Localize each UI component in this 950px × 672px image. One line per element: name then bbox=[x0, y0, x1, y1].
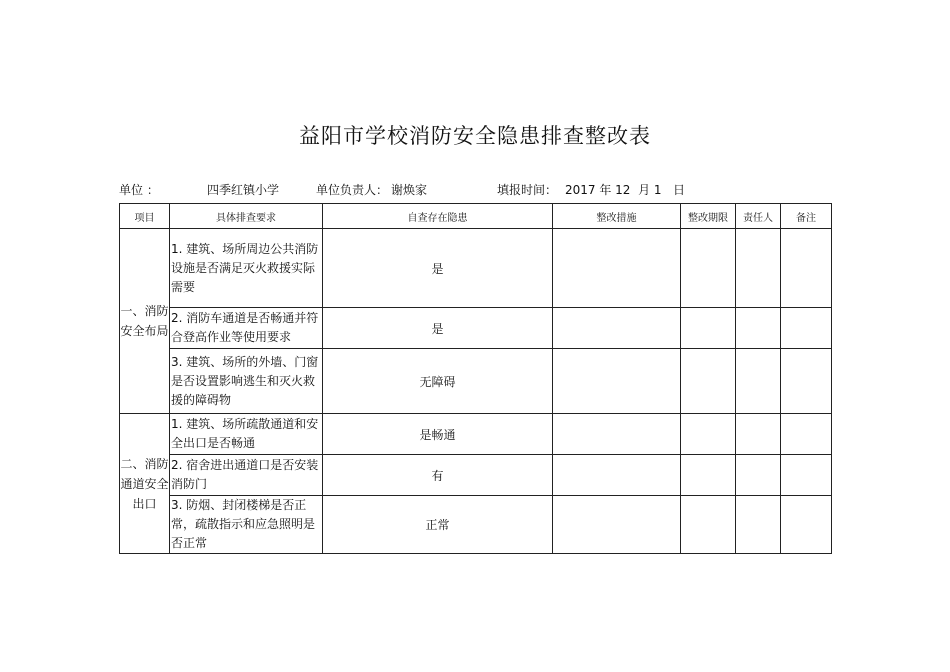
date-label: 填报时间： bbox=[497, 183, 558, 197]
requirement-cell: 2. 消防车通道是否畅通并符合登高作业等使用要求 bbox=[170, 308, 323, 349]
person-cell bbox=[736, 496, 781, 554]
header-self-check: 自查存在隐患 bbox=[323, 204, 553, 229]
table-header-row bbox=[120, 204, 832, 229]
category-cell: 一、消防安全布局 bbox=[120, 229, 170, 414]
header-person: 责任人 bbox=[736, 204, 781, 229]
measure-cell bbox=[553, 496, 681, 554]
measure-cell bbox=[553, 349, 681, 414]
table-row bbox=[120, 229, 832, 308]
person-cell bbox=[736, 455, 781, 496]
category-cell: 二、消防通道安全出口 bbox=[120, 414, 170, 554]
requirement-cell: 3. 建筑、场所的外墙、门窗是否设置影响逃生和灭火救援的障碍物 bbox=[170, 349, 323, 414]
remark-cell bbox=[781, 414, 832, 455]
person-cell bbox=[736, 229, 781, 308]
requirement-cell: 3. 防烟、封闭楼梯是否正常，疏散指示和应急照明是否正常 bbox=[170, 496, 323, 554]
header-deadline: 整改期限 bbox=[681, 204, 736, 229]
person-cell bbox=[736, 308, 781, 349]
remark-cell bbox=[781, 455, 832, 496]
requirement-cell: 1. 建筑、场所疏散通道和安全出口是否畅通 bbox=[170, 414, 323, 455]
requirement-cell: 2. 宿舍进出通道口是否安装消防门 bbox=[170, 455, 323, 496]
header-remark: 备注 bbox=[781, 204, 832, 229]
deadline-cell bbox=[681, 414, 736, 455]
header-item: 项目 bbox=[120, 204, 170, 229]
deadline-cell bbox=[681, 229, 736, 308]
measure-cell bbox=[553, 455, 681, 496]
inspection-table bbox=[119, 203, 832, 554]
table-row bbox=[120, 455, 832, 496]
unit-value: 四季红镇小学 bbox=[207, 183, 280, 197]
header-requirement: 具体排查要求 bbox=[170, 204, 323, 229]
table-row bbox=[120, 414, 832, 455]
remark-cell bbox=[781, 229, 832, 308]
self-check-cell: 是 bbox=[323, 229, 553, 308]
leader-label: 单位负责人： bbox=[316, 183, 389, 197]
remark-cell bbox=[781, 349, 832, 414]
deadline-cell bbox=[681, 308, 736, 349]
person-cell bbox=[736, 349, 781, 414]
page-title: 益阳市学校消防安全隐患排查整改表 bbox=[299, 124, 651, 148]
date-value: 2017 年 12 月 1 日 bbox=[565, 183, 685, 197]
table-row bbox=[120, 349, 832, 414]
remark-cell bbox=[781, 308, 832, 349]
deadline-cell bbox=[681, 496, 736, 554]
unit-label: 单位 ： bbox=[119, 183, 159, 197]
self-check-cell: 是 bbox=[323, 308, 553, 349]
header-measure: 整改措施 bbox=[553, 204, 681, 229]
measure-cell bbox=[553, 414, 681, 455]
deadline-cell bbox=[681, 349, 736, 414]
requirement-cell: 1. 建筑、场所周边公共消防设施是否满足灭火救援实际需要 bbox=[170, 229, 323, 308]
deadline-cell bbox=[681, 455, 736, 496]
leader-value: 谢焕家 bbox=[391, 183, 428, 197]
table-row bbox=[120, 496, 832, 554]
table-row bbox=[120, 308, 832, 349]
measure-cell bbox=[553, 308, 681, 349]
self-check-cell: 是畅通 bbox=[323, 414, 553, 455]
remark-cell bbox=[781, 496, 832, 554]
self-check-cell: 正常 bbox=[323, 496, 553, 554]
person-cell bbox=[736, 414, 781, 455]
self-check-cell: 有 bbox=[323, 455, 553, 496]
self-check-cell: 无障碍 bbox=[323, 349, 553, 414]
measure-cell bbox=[553, 229, 681, 308]
